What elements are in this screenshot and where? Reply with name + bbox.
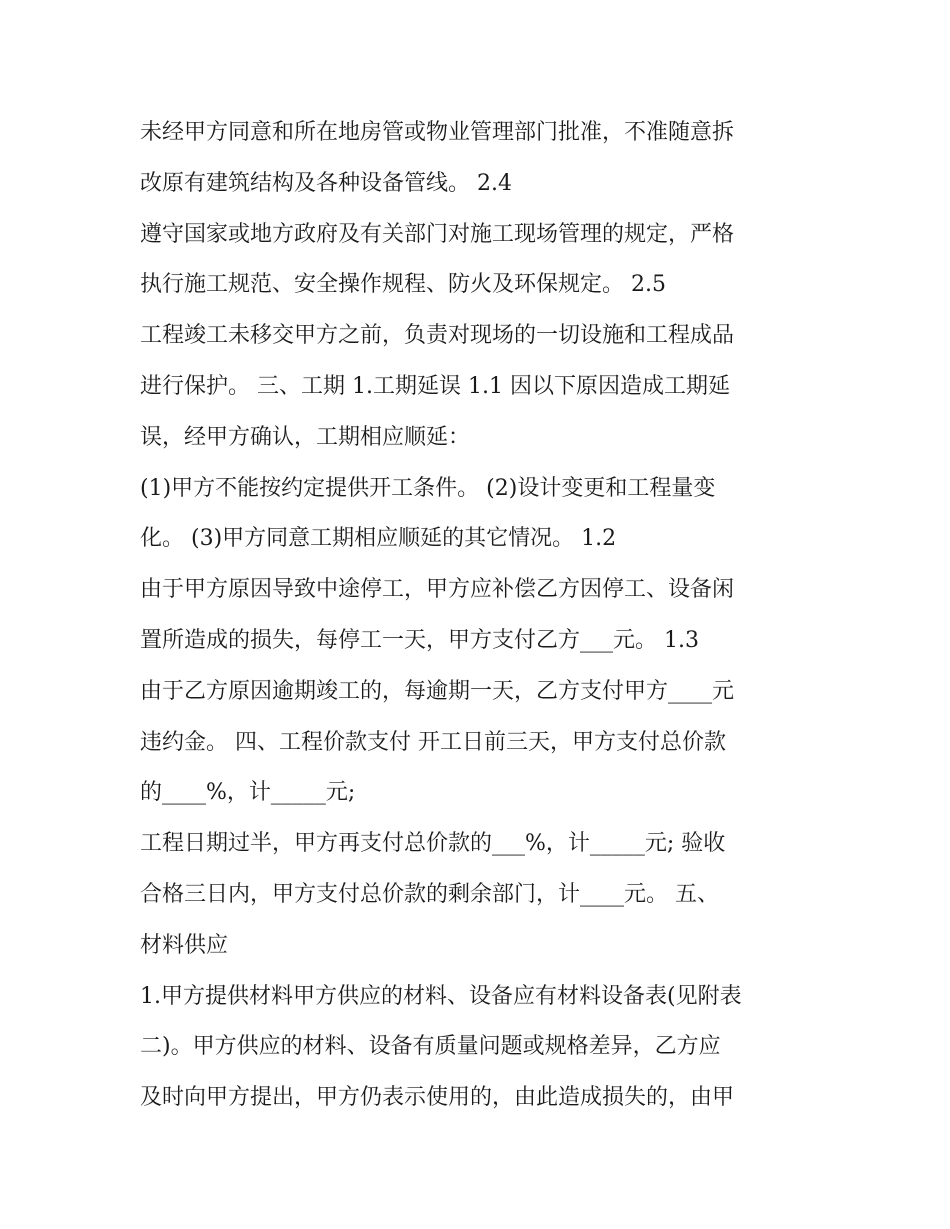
text-line: 遵守国家或地方政府及有关部门对施工现场管理的规定，严格 bbox=[140, 221, 735, 247]
text-line: 未经甲方同意和所在地房管或物业管理部门批准，不准随意拆 bbox=[140, 120, 735, 145]
text-line: 合格三日内，甲方支付总价款的剩余部门，计____元。 五、 bbox=[140, 881, 719, 907]
text-line: 工程日期过半，甲方再支付总价款的___%，计_____元; 验收 bbox=[140, 831, 726, 857]
text-line: 违约金。 四、工程价款支付 开工日前三天，甲方支付总价款 bbox=[140, 729, 726, 755]
document-body bbox=[140, 108, 820, 1124]
text-line: 二)。甲方供应的材料、设备有质量问题或规格差异，乙方应 bbox=[140, 1034, 721, 1060]
text-line: 置所造成的损失，每停工一天，甲方支付乙方___元。 1.3 bbox=[140, 627, 699, 653]
text-line: (1)甲方不能按约定提供开工条件。 (2)设计变更和工程量变 bbox=[140, 475, 716, 501]
text-line: 材料供应 bbox=[140, 932, 229, 958]
text-line: 进行保护。 三、工期 1.工期延误 1.1 因以下原因造成工期延 bbox=[140, 373, 730, 399]
text-line: 由于乙方原因逾期竣工的，每逾期一天，乙方支付甲方____元 bbox=[140, 678, 735, 704]
text-line: 1.甲方提供材料甲方供应的材料、设备应有材料设备表(见附表 bbox=[140, 983, 742, 1009]
text-line: 化。 (3)甲方同意工期相应顺延的其它情况。 1.2 bbox=[140, 526, 617, 552]
text-line: 工程竣工未移交甲方之前，负责对现场的一切设施和工程成品 bbox=[140, 323, 735, 349]
text-line: 及时向甲方提出，甲方仍表示使用的，由此造成损失的，由甲 bbox=[140, 1085, 735, 1111]
text-line: 改原有建筑结构及各种设备管线。 2.4 bbox=[140, 170, 512, 196]
text-line: 由于甲方原因导致中途停工，甲方应补偿乙方因停工、设备闲 bbox=[140, 577, 735, 603]
text-line: 的____%，计_____元; bbox=[140, 780, 356, 806]
text-line: 执行施工规范、安全操作规程、防火及环保规定。 2.5 bbox=[140, 272, 666, 298]
text-line: 误，经甲方确认，工期相应顺延： bbox=[140, 424, 471, 450]
